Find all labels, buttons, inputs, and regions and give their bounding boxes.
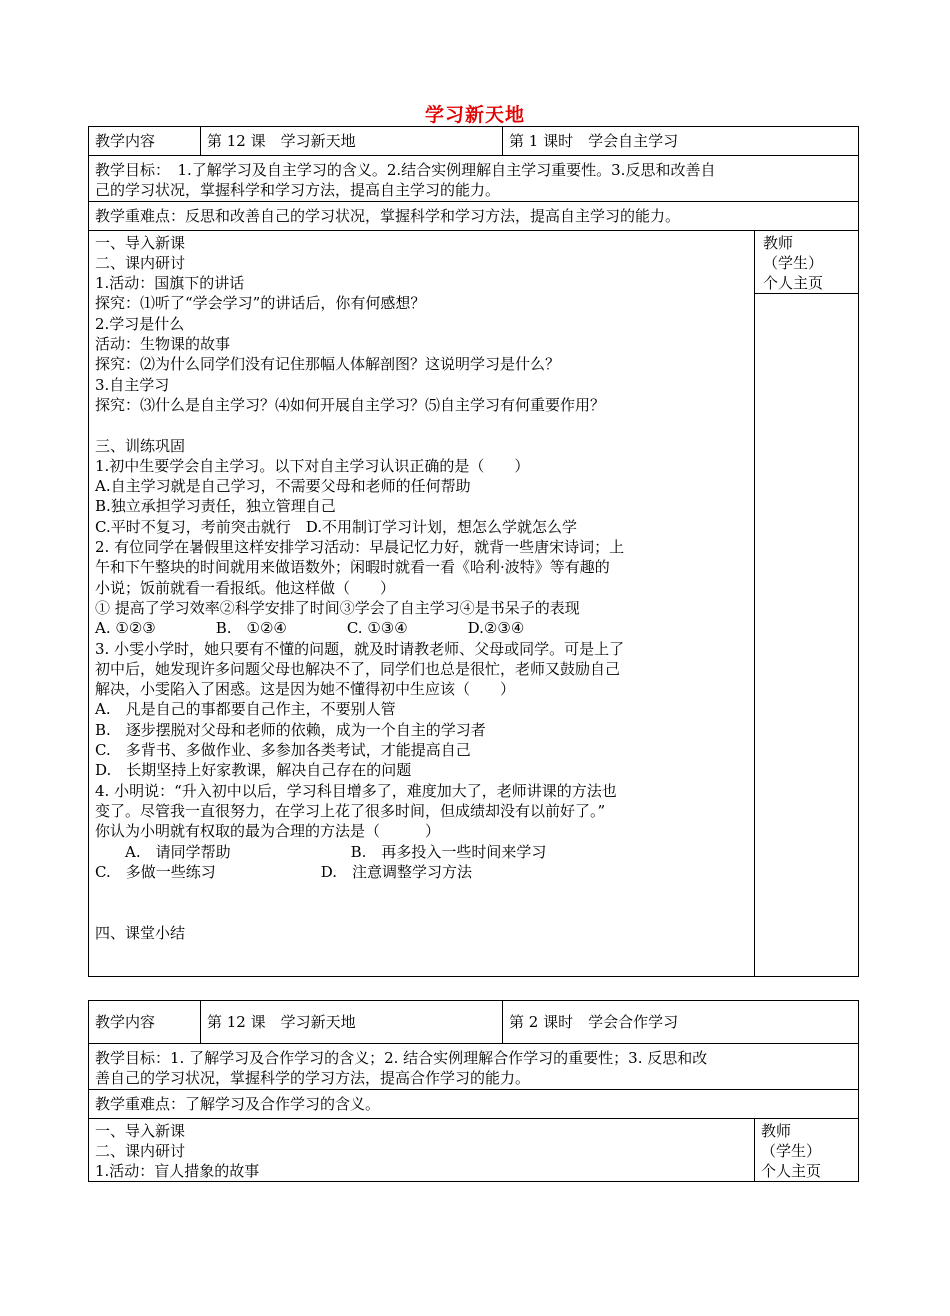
body-line: C. 多背书、多做作业、多参加各类考试，才能提高自己 [95,741,471,760]
lesson-body [89,1118,755,1182]
body-line: 1.活动：盲人措象的故事 [95,1162,260,1181]
body-line: 2. 有位同学在暑假里这样安排学习活动：早晨记忆力好，就背一些唐宋诗词；上 [95,538,625,557]
body-line: 解决，小雯陷入了困惑。这是因为她不懂得初中生应该（ ） [95,680,516,699]
lesson-period: 第 2 课时 学会合作学习 [503,1001,859,1044]
body-line: 你认为小明就有权取的最为合理的方法是（ ） [95,822,441,841]
lesson-name: 第 12 课 学习新天地 [201,1001,503,1044]
body-line [95,882,748,902]
body-line: 3.自主学习 [95,375,170,394]
body-line: 四、课堂小结 [95,923,186,942]
body-line: B. 逐步摆脱对父母和老师的依赖，成为一个自主的学习者 [95,720,486,739]
body-line: 探究：⑵为什么同学们没有记住那幅人体解剖图？这说明学习是什么？ [95,355,561,374]
body-line: 午和下午整块的时间就用来做语数外；闲暇时就看一看《哈利·波特》等有趣的 [95,558,610,577]
body-line: B.独立承担学习责任，独立管理自己 [95,497,336,516]
side-note [755,1118,859,1182]
body-line: 小说；饭前就看一看报纸。他这样做（ ） [95,578,396,597]
lesson-name: 第 12 课 学习新天地 [201,127,503,156]
body-line: 4. 小明说：“升入初中以后，学习科目增多了，难度加大了，老师讲课的方法也 [95,781,617,800]
body-line: 一、导入新课 [95,233,186,252]
side-note [755,230,859,976]
key-points: 教学重难点：了解学习及合作学习的含义。 [89,1089,859,1118]
goals-line: 己的学习状况，掌握科学和学习方法，提高自主学习的能力。 [95,181,501,200]
body-line: C. 多做一些练习 D. 注意调整学习方法 [95,862,472,881]
content-label: 教学内容 [89,1001,201,1044]
body-line: 1.初中生要学会自主学习。以下对自主学习认识正确的是（ ） [95,456,530,475]
body-line: A. 凡是自己的事都要自己作主，不要别人管 [95,700,396,719]
goals-line: 教学目标： 1.了解学习及自主学习的含义。2.结合实例理解自主学习重要性。3.反思和改善自 [95,161,716,179]
body-line: 初中后，她发现许多问题父母也解决不了，同学们也总是很忙，老师又鼓励自己 [95,659,621,678]
side-label-teacher: 教师 [763,233,794,252]
side-label-page: 个人主页 [763,274,824,293]
body-line: 二、课内研讨 [95,253,186,272]
body-line: 三、训练巩固 [95,436,186,455]
side-label-page: 个人主页 [761,1162,822,1181]
side-label-student: （学生） [761,1141,822,1160]
goals-line: 善自己的学习状况，掌握科学的学习方法，提高合作学习的能力。 [95,1069,531,1088]
body-line: 二、课内研讨 [95,1141,186,1160]
body-line: 3. 小雯小学时，她只要有不懂的问题，就及时请教老师、父母或同学。可是上了 [95,639,625,658]
body-line: 探究：⑴听了“学会学习”的讲话后，你有何感想？ [95,294,426,313]
content-label: 教学内容 [89,127,201,156]
body-line: 探究：⑶什么是自主学习？⑷如何开展自主学习？⑸自主学习有何重要作用？ [95,395,606,414]
lesson-body [89,230,755,976]
page-title: 学习新天地 [424,104,525,126]
teaching-goals [89,156,859,202]
body-line: 2.学习是什么 [95,314,185,333]
lesson-period: 第 1 课时 学会自主学习 [503,127,859,156]
body-line [95,415,748,435]
body-line: C.平时不复习，考前突击就行 D.不用制订学习计划，想怎么学就怎么学 [95,517,577,536]
body-line: A. 请同学帮助 B. 再多投入一些时间来学习 [95,842,547,861]
lesson2-table [88,1000,859,1182]
body-line: A. ①②③ B. ①②④ C. ①③④ D.②③④ [95,619,525,638]
goals-line: 教学目标：1. 了解学习及合作学习的含义；2. 结合实例理解合作学习的重要性；3. 反思和改 [95,1049,708,1067]
body-line: D. 长期坚持上好家教课，解决自己存在的问题 [95,761,412,780]
side-label-student: （学生） [763,253,824,272]
key-points: 教学重难点：反思和改善自己的学习状况，掌握科学和学习方法，提高自主学习的能力。 [89,201,859,230]
body-line: 变了。尽管我一直很努力，在学习上花了很多时间，但成绩却没有以前好了。” [95,801,606,820]
body-line: A.自主学习就是自己学习，不需要父母和老师的任何帮助 [95,477,471,496]
body-line: 活动：生物课的故事 [95,335,231,354]
body-line: 1.活动：国旗下的讲话 [95,274,245,293]
body-line: 一、导入新课 [95,1121,186,1140]
body-line [95,902,748,922]
side-label-teacher: 教师 [761,1121,792,1140]
teaching-goals [89,1044,859,1090]
lesson1-table [88,126,859,977]
body-line: ① 提高了学习效率②科学安排了时间③学会了自主学习④是书呆子的表现 [95,598,580,617]
